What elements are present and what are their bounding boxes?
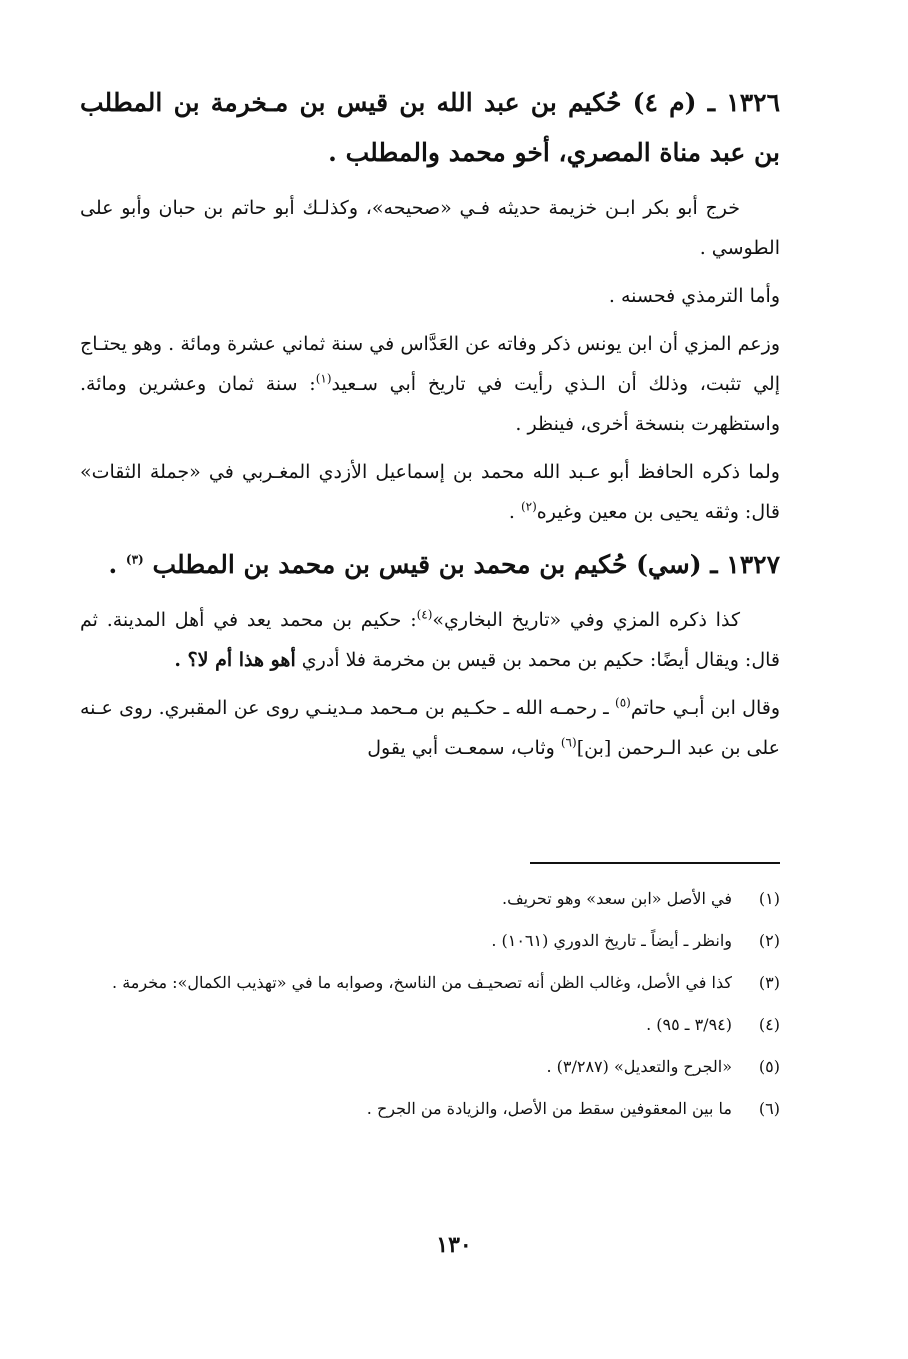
footnote-number: (١) <box>758 889 780 908</box>
footnote-number: (٥) <box>758 1057 780 1076</box>
footnote-text: وانظر ـ أيضاً ـ تاريخ الدوري (١٠٦١) . <box>491 931 732 950</box>
footnote <box>80 924 780 958</box>
paragraph-azdi <box>80 452 780 532</box>
footnote-ref: (٢) <box>520 499 537 514</box>
paragraph-text: ـ رحمـه الله ـ حكـيم بن مـحمد مـدينـي روى عن المقبري. روى عـنه على بن عبد الـرحمن [بن] <box>80 697 780 759</box>
paragraph-sahih: خرج أبو بكر ابـن خزيمة حديثه فـي «صحيحه»، وكذلـك أبو حاتم بن حبان وأبو على الطوسي . <box>80 197 780 259</box>
footnote <box>80 966 780 1000</box>
paragraph-text: وزعم المزي أن ابن يونس ذكر وفاته عن العَدَّاس في سنة ثماني عشرة ومائة . وهو يحتـاج إلي تثبت، وذلك أن الـذي رأيت في تاريخ أبي سـعيد <box>80 333 780 395</box>
paragraph-text: وثاب، سمعـت أبي يقول <box>367 737 561 759</box>
entry-1326-heading: ١٣٢٦ ـ (م ٤) حُكيم بن عبد الله بن قيس بن مـخرمة بن المطلب بن عبد مناة المصري، أخو محمد والمطلب . <box>80 88 780 167</box>
paragraph-text: كذا ذكره المزي وفي «تاريخ البخاري» <box>432 609 740 631</box>
footnote <box>80 1008 780 1042</box>
footnote-number: (٢) <box>758 931 780 950</box>
paragraph-text: . <box>508 501 521 523</box>
entry-heading-text: ١٣٢٧ ـ (سي) حُكيم بن محمد بن قيس بن محمد بن المطلب <box>152 550 780 579</box>
footnote-text: في الأصل «ابن سعد» وهو تحريف. <box>501 889 732 908</box>
paragraph-text: ولما ذكره الحافظ أبو عـبد الله محمد بن إسماعيل الأزدي المغـربي في «جملة الثقات» قال: وثقه يحيى بن معين وغيره <box>80 461 780 523</box>
paragraph-tirmidhi: وأما الترمذي فحسنه . <box>608 285 780 307</box>
footnote-ref: (٥) <box>615 695 631 710</box>
footnote-ref: (٤) <box>416 607 433 622</box>
paragraph-abi-hatim <box>80 688 780 768</box>
entry-1327-heading <box>80 540 780 590</box>
footnote-text: كذا في الأصل، وغالب الظن أنه تصحيـف من الناسخ، وصوابه ما في «تهذيب الكمال»: مخرمة . <box>112 973 732 992</box>
footnote-number: (٣) <box>758 973 780 992</box>
paragraph-text: وقال ابن أبـي حاتم <box>630 697 781 719</box>
footnote-number: (٦) <box>758 1099 780 1118</box>
footnote-separator <box>530 862 780 864</box>
footnote <box>80 1050 780 1084</box>
footnote-ref: (٦) <box>560 735 577 750</box>
paragraph-text: : سنة ثمان وعشرين ومائة. واستظهرت بنسخة أخرى، فينظر . <box>80 373 780 435</box>
footnote-text: ما بين المعقوفين سقط من الأصل، والزيادة من الجرح . <box>366 1099 732 1118</box>
footnote-ref: (٣) <box>125 552 144 567</box>
footnote <box>80 882 780 916</box>
footnote-number: (٤) <box>758 1015 780 1034</box>
paragraph-mizzi <box>80 324 780 444</box>
footnotes <box>80 882 780 1134</box>
footnote-text: (٣/٩٤ ـ ٩٥) . <box>646 1015 732 1034</box>
page-body <box>80 78 780 776</box>
footnote-text: «الجرح والتعديل» (٣/٢٨٧) . <box>546 1057 732 1076</box>
paragraph-bold-text: أهو هذا أم لا؟ . <box>174 649 296 671</box>
page-number: ١٣٠ <box>436 1232 472 1258</box>
footnote-ref: (١) <box>315 371 332 386</box>
paragraph-bukhari <box>80 600 780 680</box>
entry-heading-tail: . <box>108 550 126 579</box>
footnote <box>80 1092 780 1126</box>
paragraph-text: : حكيم بن محمد يعد في أهل المدينة. ثم قال: ويقال أيضًا: حكيم بن محمد بن قيس بن مخرمة فلا أدري <box>80 609 780 671</box>
